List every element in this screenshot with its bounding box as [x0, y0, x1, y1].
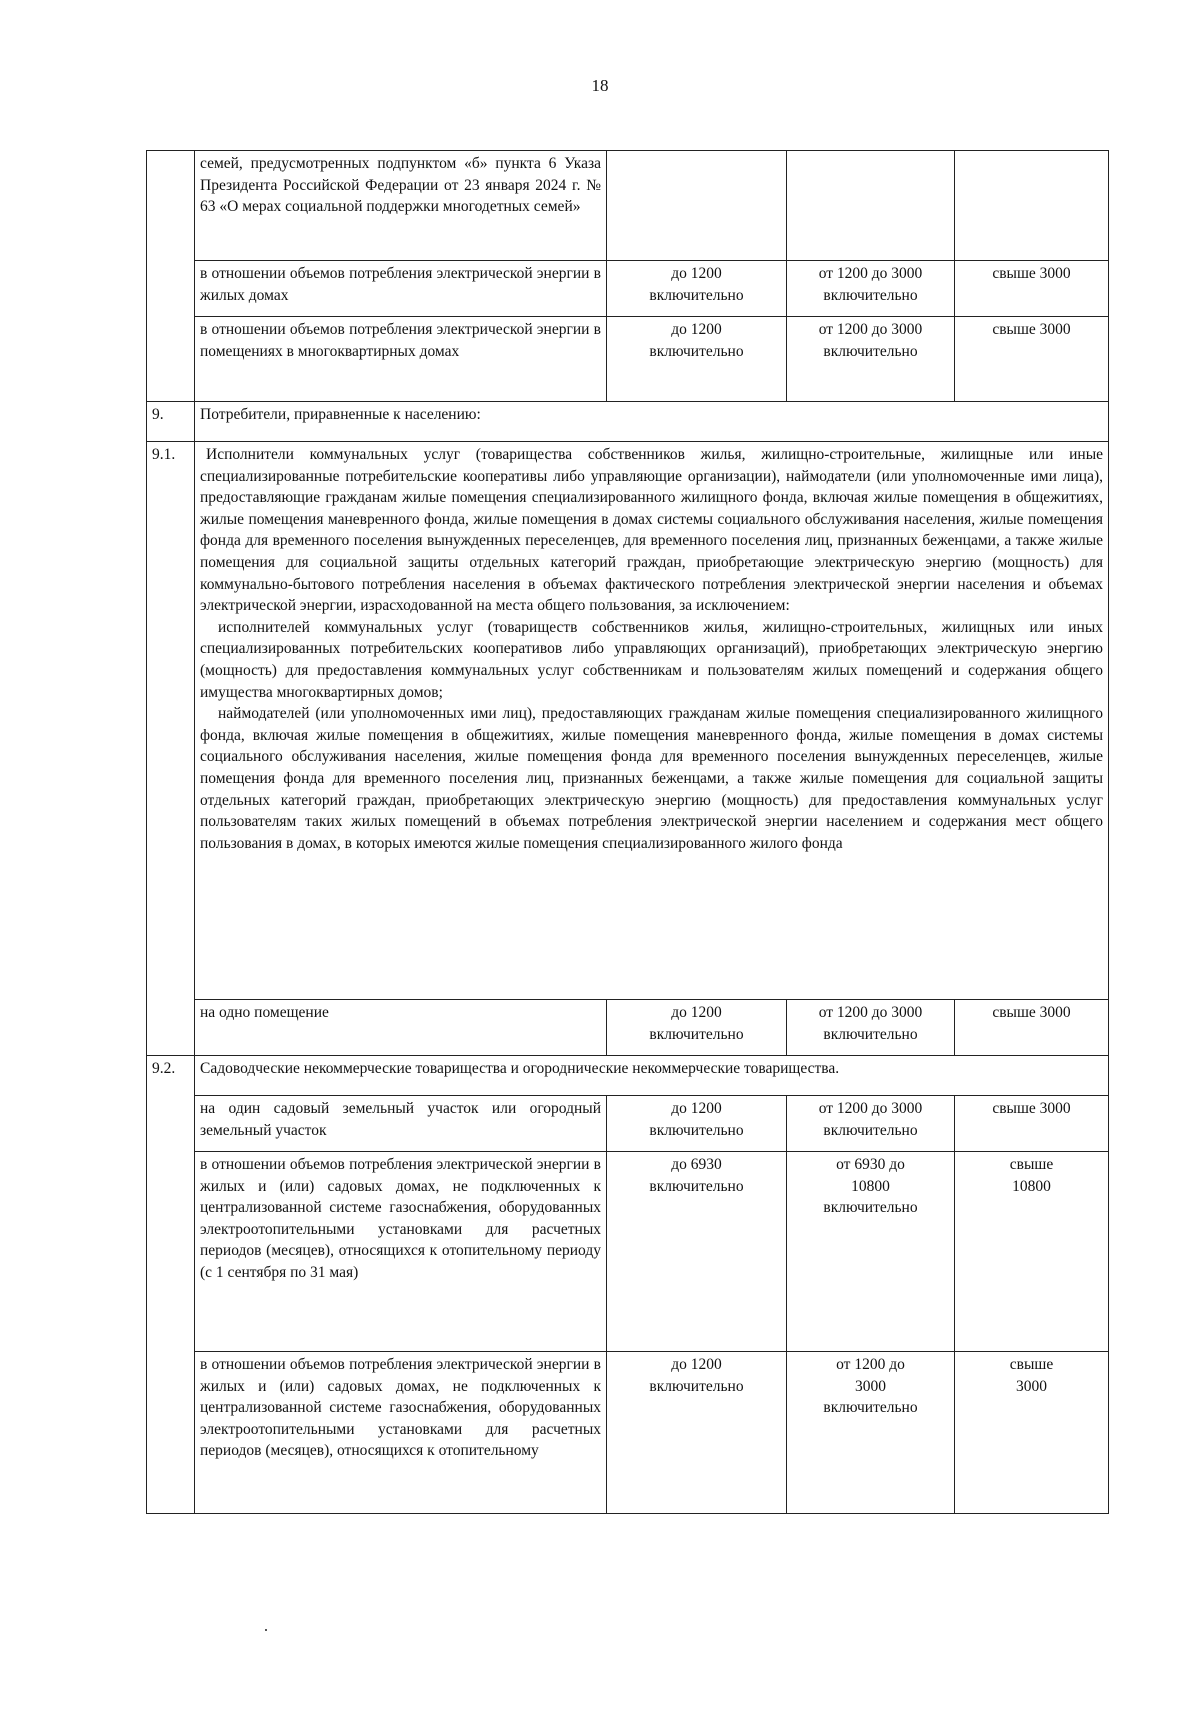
range-low-cell — [607, 261, 787, 317]
range-low-cell — [607, 1000, 787, 1056]
table-row — [147, 261, 1109, 317]
range-mid-cell — [787, 1152, 955, 1352]
range-high-cell — [955, 317, 1109, 402]
range-low-qualifier: включительно — [649, 1121, 744, 1139]
row-description: в отношении объемов потребления электрической энергии в жилых и (или) садовых домах, не подключенных к централизованной системе газоснабжения, оборудованных электроотопительными установками для расчетных периодов (месяцев), относящихся к отопительному — [195, 1352, 607, 1514]
tariff-table — [146, 150, 1109, 1514]
range-mid-qualifier: включительно — [823, 1121, 918, 1139]
range-mid-value-cont: 3000 — [855, 1377, 886, 1395]
range-mid-value: от 1200 до 3000 — [818, 321, 923, 338]
page-number: 18 — [591, 76, 609, 95]
range-high-cell — [955, 1352, 1109, 1514]
table-row — [147, 151, 1109, 261]
range-high-value-cont: 3000 — [1016, 1377, 1047, 1395]
range-low-cell — [607, 1096, 787, 1152]
row-description: семей, предусмотренных подпунктом «б» пункта 6 Указа Президента Российской Федерации от 23 января 2024 г. № 63 «О мерах социальной поддержки многодетных семей» — [195, 151, 607, 261]
range-low-value: до 1200 — [671, 1100, 722, 1117]
section-number: 9. — [147, 402, 195, 442]
range-high-cell — [955, 151, 1109, 261]
range-high-value: свыше 3000 — [992, 1100, 1071, 1117]
range-mid-cell — [787, 151, 955, 261]
range-mid-value: от 1200 до — [836, 1356, 905, 1373]
range-low-cell — [607, 1352, 787, 1514]
range-high-value: свыше 3000 — [992, 321, 1071, 338]
range-low-qualifier: включительно — [649, 286, 744, 304]
range-mid-qualifier: включительно — [823, 342, 918, 360]
table-row — [147, 317, 1109, 402]
range-mid-cell — [787, 1000, 955, 1056]
range-low-value: до 6930 — [671, 1156, 722, 1173]
range-low-qualifier: включительно — [649, 1377, 744, 1395]
scan-speck — [265, 1629, 267, 1631]
row-description: в отношении объемов потребления электрической энергии в помещениях в многоквартирных домах — [195, 317, 607, 402]
range-high-cell — [955, 1096, 1109, 1152]
table-row — [147, 1000, 1109, 1056]
range-mid-qualifier: включительно — [823, 1025, 918, 1043]
range-low-qualifier: включительно — [649, 1025, 744, 1043]
paragraph: Исполнители коммунальных услуг (товарищества собственников жилья, жилищно-строительные, жилищные или иные специализированные потребительские кооперативы либо управляющие организации), наймодатели (или уполномоченные ими лица), предоставляющие гражданам жилые помещения специализированного жилищного фонда, включая жилые помещения в общежитиях, жилые помещения маневренного фонда, жилые помещения в домах системы социального обслуживания населения, жилые помещения фонда для временного поселения вынужденных переселенцев, для временного поселения лиц, признанных беженцами, а также жилые помещения для социальной защиты отдельных категорий граждан, приобретающие электрическую энергию (мощность) для коммунально-бытового потребления населения в объемах фактического потребления электрической энергии населения и объемах электрической энергии, израсходованной на места общего пользования, за исключением: — [200, 446, 1103, 615]
range-low-cell — [607, 1152, 787, 1352]
range-high-cell — [955, 1152, 1109, 1352]
range-low-cell — [607, 317, 787, 402]
range-mid-qualifier: включительно — [823, 1199, 918, 1217]
range-mid-qualifier: включительно — [823, 1399, 918, 1417]
range-low-value: до 1200 — [671, 265, 722, 282]
range-mid-cell — [787, 317, 955, 402]
range-mid-value: от 6930 до — [836, 1156, 905, 1173]
range-mid-cell — [787, 261, 955, 317]
section-9-row — [147, 402, 1109, 442]
range-high-cell — [955, 1000, 1109, 1056]
section-number: 9.1. — [147, 442, 195, 1056]
row-description: в отношении объемов потребления электрической энергии в жилых домах — [195, 261, 607, 317]
paragraph: исполнителей коммунальных услуг (товариществ собственников жилья, жилищно-строительных, жилищных или иных специализированных потребительских кооперативов либо управляющих организаций), приобретающих электрическую энергию (мощность) для предоставления коммунальных услуг собственникам и пользователям жилых помещений и содержания общего имущества многоквартирных домов; — [200, 618, 1103, 701]
range-low-cell — [607, 151, 787, 261]
range-high-value-cont: 10800 — [1012, 1177, 1051, 1195]
range-mid-value: от 1200 до 3000 — [818, 1100, 923, 1117]
range-high-value: свыше 3000 — [992, 265, 1071, 282]
range-high-value: свыше 3000 — [992, 1004, 1071, 1021]
range-mid-qualifier: включительно — [823, 286, 918, 304]
section-title: Садоводческие некоммерческие товарищества и огороднические некоммерческие товарищества. — [195, 1056, 1109, 1096]
paragraph: наймодателей (или уполномоченных ими лиц), предоставляющих гражданам жилые помещения специализированного жилищного фонда, включая жилые помещения в общежитиях, жилые помещения маневренного фонда, жилые помещения в домах системы социального обслуживания населения, жилые помещения фонда для временного поселения вынужденных переселенцев, жилые помещения фонда для временного поселения лиц, признанных беженцами, а также жилые помещения для социальной защиты отдельных категорий граждан, приобретающих электрическую энергию (мощность) для предоставления коммунальных услуг пользователям таких жилых помещений в объемах потребления электрической энергии населением и содержания мест общего пользования в домах, в которых имеются жилые помещения специализированного жилого фонда — [200, 705, 1103, 852]
row-description: в отношении объемов потребления электрической энергии в жилых и (или) садовых домах, не подключенных к централизованной системе газоснабжения, оборудованных электроотопительными установками для расчетных периодов (месяцев), относящихся к отопительному периоду (с 1 сентября по 31 мая) — [195, 1152, 607, 1352]
section-number: 9.2. — [147, 1056, 195, 1514]
section-9-2-row — [147, 1056, 1109, 1096]
range-mid-cell — [787, 1352, 955, 1514]
section-title: Потребители, приравненные к населению: — [195, 402, 1109, 442]
range-mid-cell — [787, 1096, 955, 1152]
table-row — [147, 1352, 1109, 1514]
range-low-qualifier: включительно — [649, 342, 744, 360]
range-low-value: до 1200 — [671, 1004, 722, 1021]
row-description: на одно помещение — [195, 1000, 607, 1056]
row-number-cell — [147, 151, 195, 402]
range-low-qualifier: включительно — [649, 1177, 744, 1195]
section-9-1-row — [147, 442, 1109, 1000]
range-mid-value: от 1200 до 3000 — [818, 1004, 923, 1021]
row-description: на один садовый земельный участок или огородный земельный участок — [195, 1096, 607, 1152]
range-high-value: свыше — [1009, 1356, 1054, 1373]
range-high-value: свыше — [1009, 1156, 1054, 1173]
range-low-value: до 1200 — [671, 321, 722, 338]
table-row — [147, 1152, 1109, 1352]
range-mid-value: от 1200 до 3000 — [818, 265, 923, 282]
range-mid-value-cont: 10800 — [851, 1177, 890, 1195]
range-low-value: до 1200 — [671, 1356, 722, 1373]
section-description — [195, 442, 1109, 1000]
table-row — [147, 1096, 1109, 1152]
range-high-cell — [955, 261, 1109, 317]
